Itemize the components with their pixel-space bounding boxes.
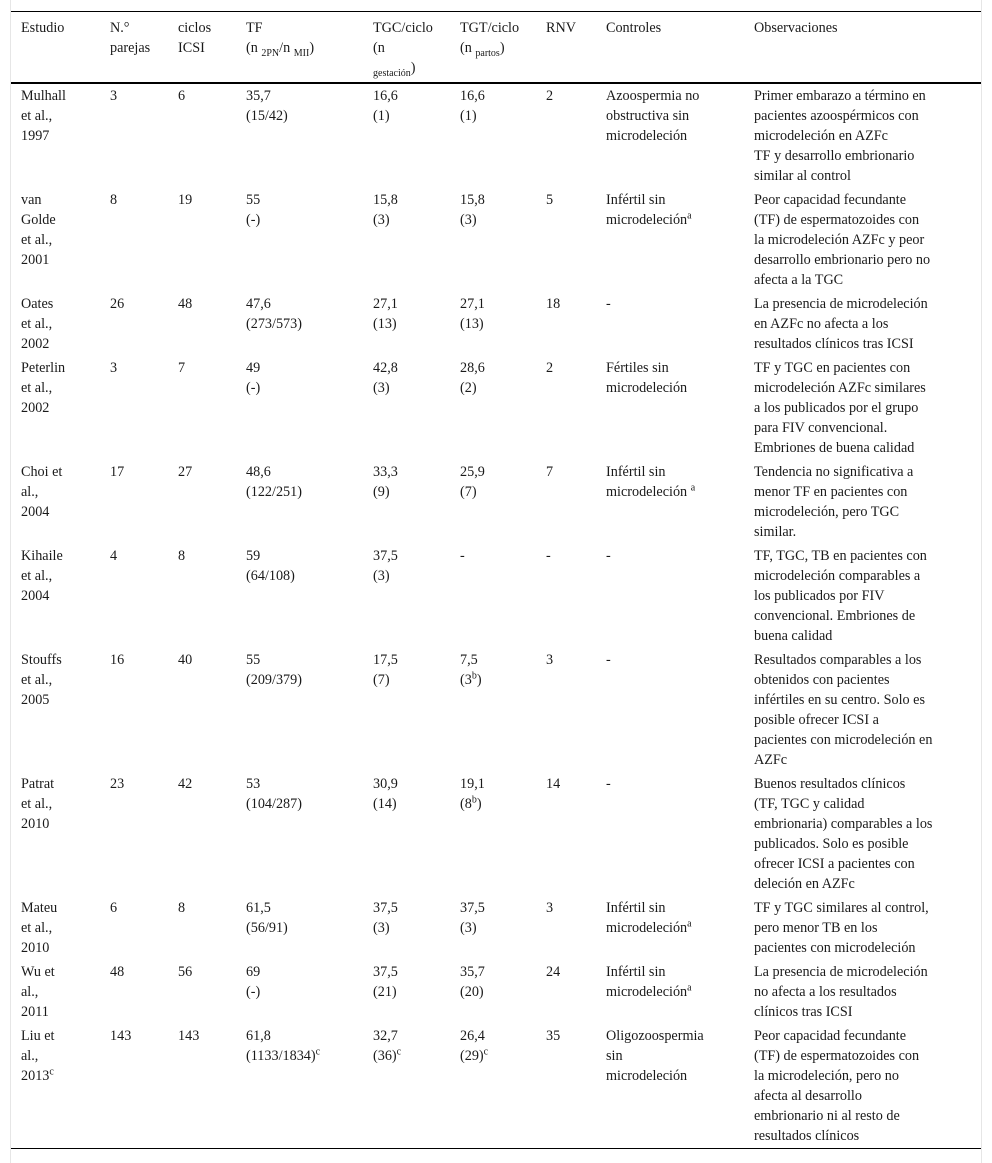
cell-tgc: 33,3 (9) — [373, 464, 398, 500]
footnote-marker: a — [687, 210, 692, 222]
cell-rnv: 14 — [546, 776, 561, 792]
cell-ciclos: 40 — [178, 652, 193, 668]
header-tgt: TGT/ciclo (n $_{partos}$) — [460, 20, 520, 59]
cell-ciclos: 27 — [178, 464, 193, 480]
cell-parejas: 23 — [110, 776, 125, 792]
cell-ciclos: 6 — [178, 88, 186, 104]
cell-parejas: 6 — [110, 900, 118, 916]
cell-rnv: 3 — [546, 652, 554, 668]
cell-tf: 69 (-) — [246, 964, 261, 1000]
cell-parejas: 4 — [110, 548, 118, 564]
table-row — [11, 648, 981, 772]
table-row — [11, 896, 981, 960]
cell-estudio: Peterlin et al., 2002 — [21, 360, 66, 416]
cell-rnv: 7 — [546, 464, 554, 480]
cell-tf: 61,8 $(1133/1834)^c$ — [246, 1028, 321, 1064]
table-row — [11, 960, 981, 1024]
cell-parejas: 17 — [110, 464, 125, 480]
cell-estudio: Liu et al., 2013$^c$ — [21, 1028, 55, 1084]
cell-tgt: 25,9 (7) — [460, 464, 485, 500]
cell-tf: 49 (-) — [246, 360, 261, 396]
cell-observaciones: Tendencia no significativa a menor TF en pacientes con microdeleción, pero TGC similar. — [754, 464, 914, 540]
cell-ciclos: 48 — [178, 296, 193, 312]
cell-tgt: 37,5 (3) — [460, 900, 485, 936]
cell-controles: Azoospermia no obstructiva sin microdeleción — [606, 88, 700, 144]
cell-tgc: 27,1 (13) — [373, 296, 398, 332]
cell-tgt: 27,1 (13) — [460, 296, 485, 332]
cell-tgt: 19,1 (8$^b$) — [460, 776, 485, 812]
table-row — [11, 292, 981, 356]
cell-estudio: Mulhall et al., 1997 — [21, 88, 66, 144]
cell-ciclos: 8 — [178, 548, 186, 564]
header-parejas: N.° parejas — [110, 20, 151, 56]
cell-observaciones: Primer embarazo a término en pacientes azoospérmicos con microdeleción en AZFc TF y desarrollo embrionario similar al control — [754, 88, 926, 184]
cell-rnv: 24 — [546, 964, 561, 980]
cell-rnv: 35 — [546, 1028, 561, 1044]
cell-observaciones: TF y TGC similares al control, pero menor TB en los pacientes con microdeleción — [754, 900, 929, 956]
table-row — [11, 772, 981, 896]
footnote-marker: c — [483, 1046, 489, 1058]
cell-rnv: 2 — [546, 360, 554, 376]
cell-parejas: 48 — [110, 964, 125, 980]
header-row — [11, 12, 981, 84]
cell-observaciones: TF, TGC, TB en pacientes con microdeleción comparables a los publicados por FIV convencional. Embriones de buena calidad — [754, 548, 927, 644]
cell-tgc: 42,8 (3) — [373, 360, 398, 396]
cell-tf: 47,6 (273/573) — [246, 296, 302, 332]
cell-rnv: - — [546, 548, 551, 564]
cell-controles: Oligozoospermia sin microdeleción — [606, 1028, 704, 1084]
cell-tgt: - — [460, 548, 465, 564]
cell-observaciones: Buenos resultados clínicos (TF, TGC y calidad embrionaria) comparables a los publicados. Solo es posible ofrecer ICSI a pacientes con deleción en AZFc — [754, 776, 933, 892]
results-table — [11, 11, 981, 1149]
cell-controles: - — [606, 296, 611, 312]
cell-tf: 55 (209/379) — [246, 652, 302, 688]
cell-parejas: 3 — [110, 88, 118, 104]
header-tf: TF (n $_{2PN}$/n $_{MII}$) — [246, 20, 315, 59]
footnote-marker: a — [690, 482, 696, 494]
cell-rnv: 3 — [546, 900, 554, 916]
cell-tgc: 15,8 (3) — [373, 192, 398, 228]
header-tgc: TGC/ciclo (n $_{gestación}$) — [373, 20, 433, 79]
cell-tgc: 30,9 (14) — [373, 776, 398, 812]
footnote-marker: a — [687, 918, 692, 930]
cell-tgt: 16,6 (1) — [460, 88, 485, 124]
cell-tgc: 37,5 (3) — [373, 900, 398, 936]
cell-estudio: Mateu et al., 2010 — [21, 900, 58, 956]
cell-observaciones: La presencia de microdeleción no afecta a los resultados clínicos tras ICSI — [754, 964, 928, 1020]
cell-tgc: 32,7 $(36)^c$ — [373, 1028, 402, 1064]
footnote-marker: a — [687, 982, 692, 994]
cell-rnv: 5 — [546, 192, 554, 208]
cell-parejas: 3 — [110, 360, 118, 376]
cell-controles: - — [606, 776, 611, 792]
cell-controles: - — [606, 652, 611, 668]
cell-ciclos: 7 — [178, 360, 186, 376]
header-observaciones: Observaciones — [754, 20, 838, 36]
footnote-marker: b — [471, 794, 477, 806]
footnote-marker: b — [471, 670, 477, 682]
cell-controles: Infértil sin microdeleción$^a$ — [606, 192, 692, 228]
footnote-marker: c — [315, 1046, 321, 1058]
header-estudio: Estudio — [21, 20, 65, 36]
cell-parejas: 8 — [110, 192, 118, 208]
cell-observaciones: Peor capacidad fecundante (TF) de espermatozoides con la microdeleción, pero no afecta al desarrollo embrionario ni al resto de resultados clínicos — [754, 1028, 920, 1144]
cell-tgc: 17,5 (7) — [373, 652, 398, 688]
cell-tgt: 28,6 (2) — [460, 360, 485, 396]
header-controles: Controles — [606, 20, 662, 36]
table-row — [11, 83, 981, 188]
cell-estudio: Kihaile et al., 2004 — [21, 548, 63, 604]
cell-tgc: 37,5 (21) — [373, 964, 398, 1000]
cell-tf: 61,5 (56/91) — [246, 900, 288, 936]
cell-tgc: 37,5 (3) — [373, 548, 398, 584]
footnote-marker: c — [49, 1066, 54, 1078]
cell-parejas: 26 — [110, 296, 125, 312]
cell-controles: Fértiles sin microdeleción — [606, 360, 688, 396]
cell-controles: Infértil sin microdeleción $^a$ — [606, 464, 696, 500]
cell-estudio: Patrat et al., 2010 — [21, 776, 55, 832]
header-rnv: RNV — [546, 20, 576, 36]
cell-estudio: Oates et al., 2002 — [21, 296, 54, 352]
table-body — [11, 83, 981, 1149]
cell-tgt: 7,5 (3$^b$) — [460, 652, 482, 688]
cell-tgt: 15,8 (3) — [460, 192, 485, 228]
table-row — [11, 544, 981, 648]
cell-controles: Infértil sin microdeleción$^a$ — [606, 900, 692, 936]
cell-tgt: 35,7 (20) — [460, 964, 485, 1000]
table-row — [11, 356, 981, 460]
cell-tgc: 16,6 (1) — [373, 88, 398, 124]
cell-observaciones: Resultados comparables a los obtenidos con pacientes infértiles en su centro. Solo es posible ofrecer ICSI a pacientes con microdeleción en AZFc — [754, 652, 933, 768]
cell-observaciones: Peor capacidad fecundante (TF) de espermatozoides con la microdeleción AZFc y peor desarrollo embrionario pero no afecta a la TGC — [754, 192, 931, 288]
cell-rnv: 2 — [546, 88, 554, 104]
cell-estudio: van Golde et al., 2001 — [21, 192, 56, 268]
cell-tf: 35,7 (15/42) — [246, 88, 288, 124]
cell-estudio: Stouffs et al., 2005 — [21, 652, 62, 708]
cell-controles: - — [606, 548, 611, 564]
cell-parejas: 143 — [110, 1028, 132, 1044]
cell-ciclos: 8 — [178, 900, 186, 916]
cell-tf: 55 (-) — [246, 192, 261, 228]
cell-ciclos: 19 — [178, 192, 193, 208]
table-row — [11, 460, 981, 544]
cell-tgt: 26,4 $(29)^c$ — [460, 1028, 489, 1064]
cell-rnv: 18 — [546, 296, 561, 312]
table-row — [11, 1024, 981, 1149]
cell-observaciones: La presencia de microdeleción en AZFc no afecta a los resultados clínicos tras ICSI — [754, 296, 928, 352]
cell-ciclos: 56 — [178, 964, 193, 980]
cell-observaciones: TF y TGC en pacientes con microdeleción AZFc similares a los publicados por el grupo para FIV convencional. Embriones de buena calidad — [754, 360, 926, 456]
table-row — [11, 188, 981, 292]
cell-parejas: 16 — [110, 652, 125, 668]
cell-controles: Infértil sin microdeleción$^a$ — [606, 964, 692, 1000]
cell-ciclos: 143 — [178, 1028, 200, 1044]
footnote-marker: c — [396, 1046, 402, 1058]
cell-estudio: Choi et al., 2004 — [21, 464, 63, 520]
cell-tf: 48,6 (122/251) — [246, 464, 302, 500]
cell-tf: 53 (104/287) — [246, 776, 302, 812]
cell-estudio: Wu et al., 2011 — [21, 964, 55, 1020]
cell-tf: 59 (64/108) — [246, 548, 295, 584]
header-ciclos: ciclos ICSI — [178, 20, 212, 56]
cell-ciclos: 42 — [178, 776, 193, 792]
